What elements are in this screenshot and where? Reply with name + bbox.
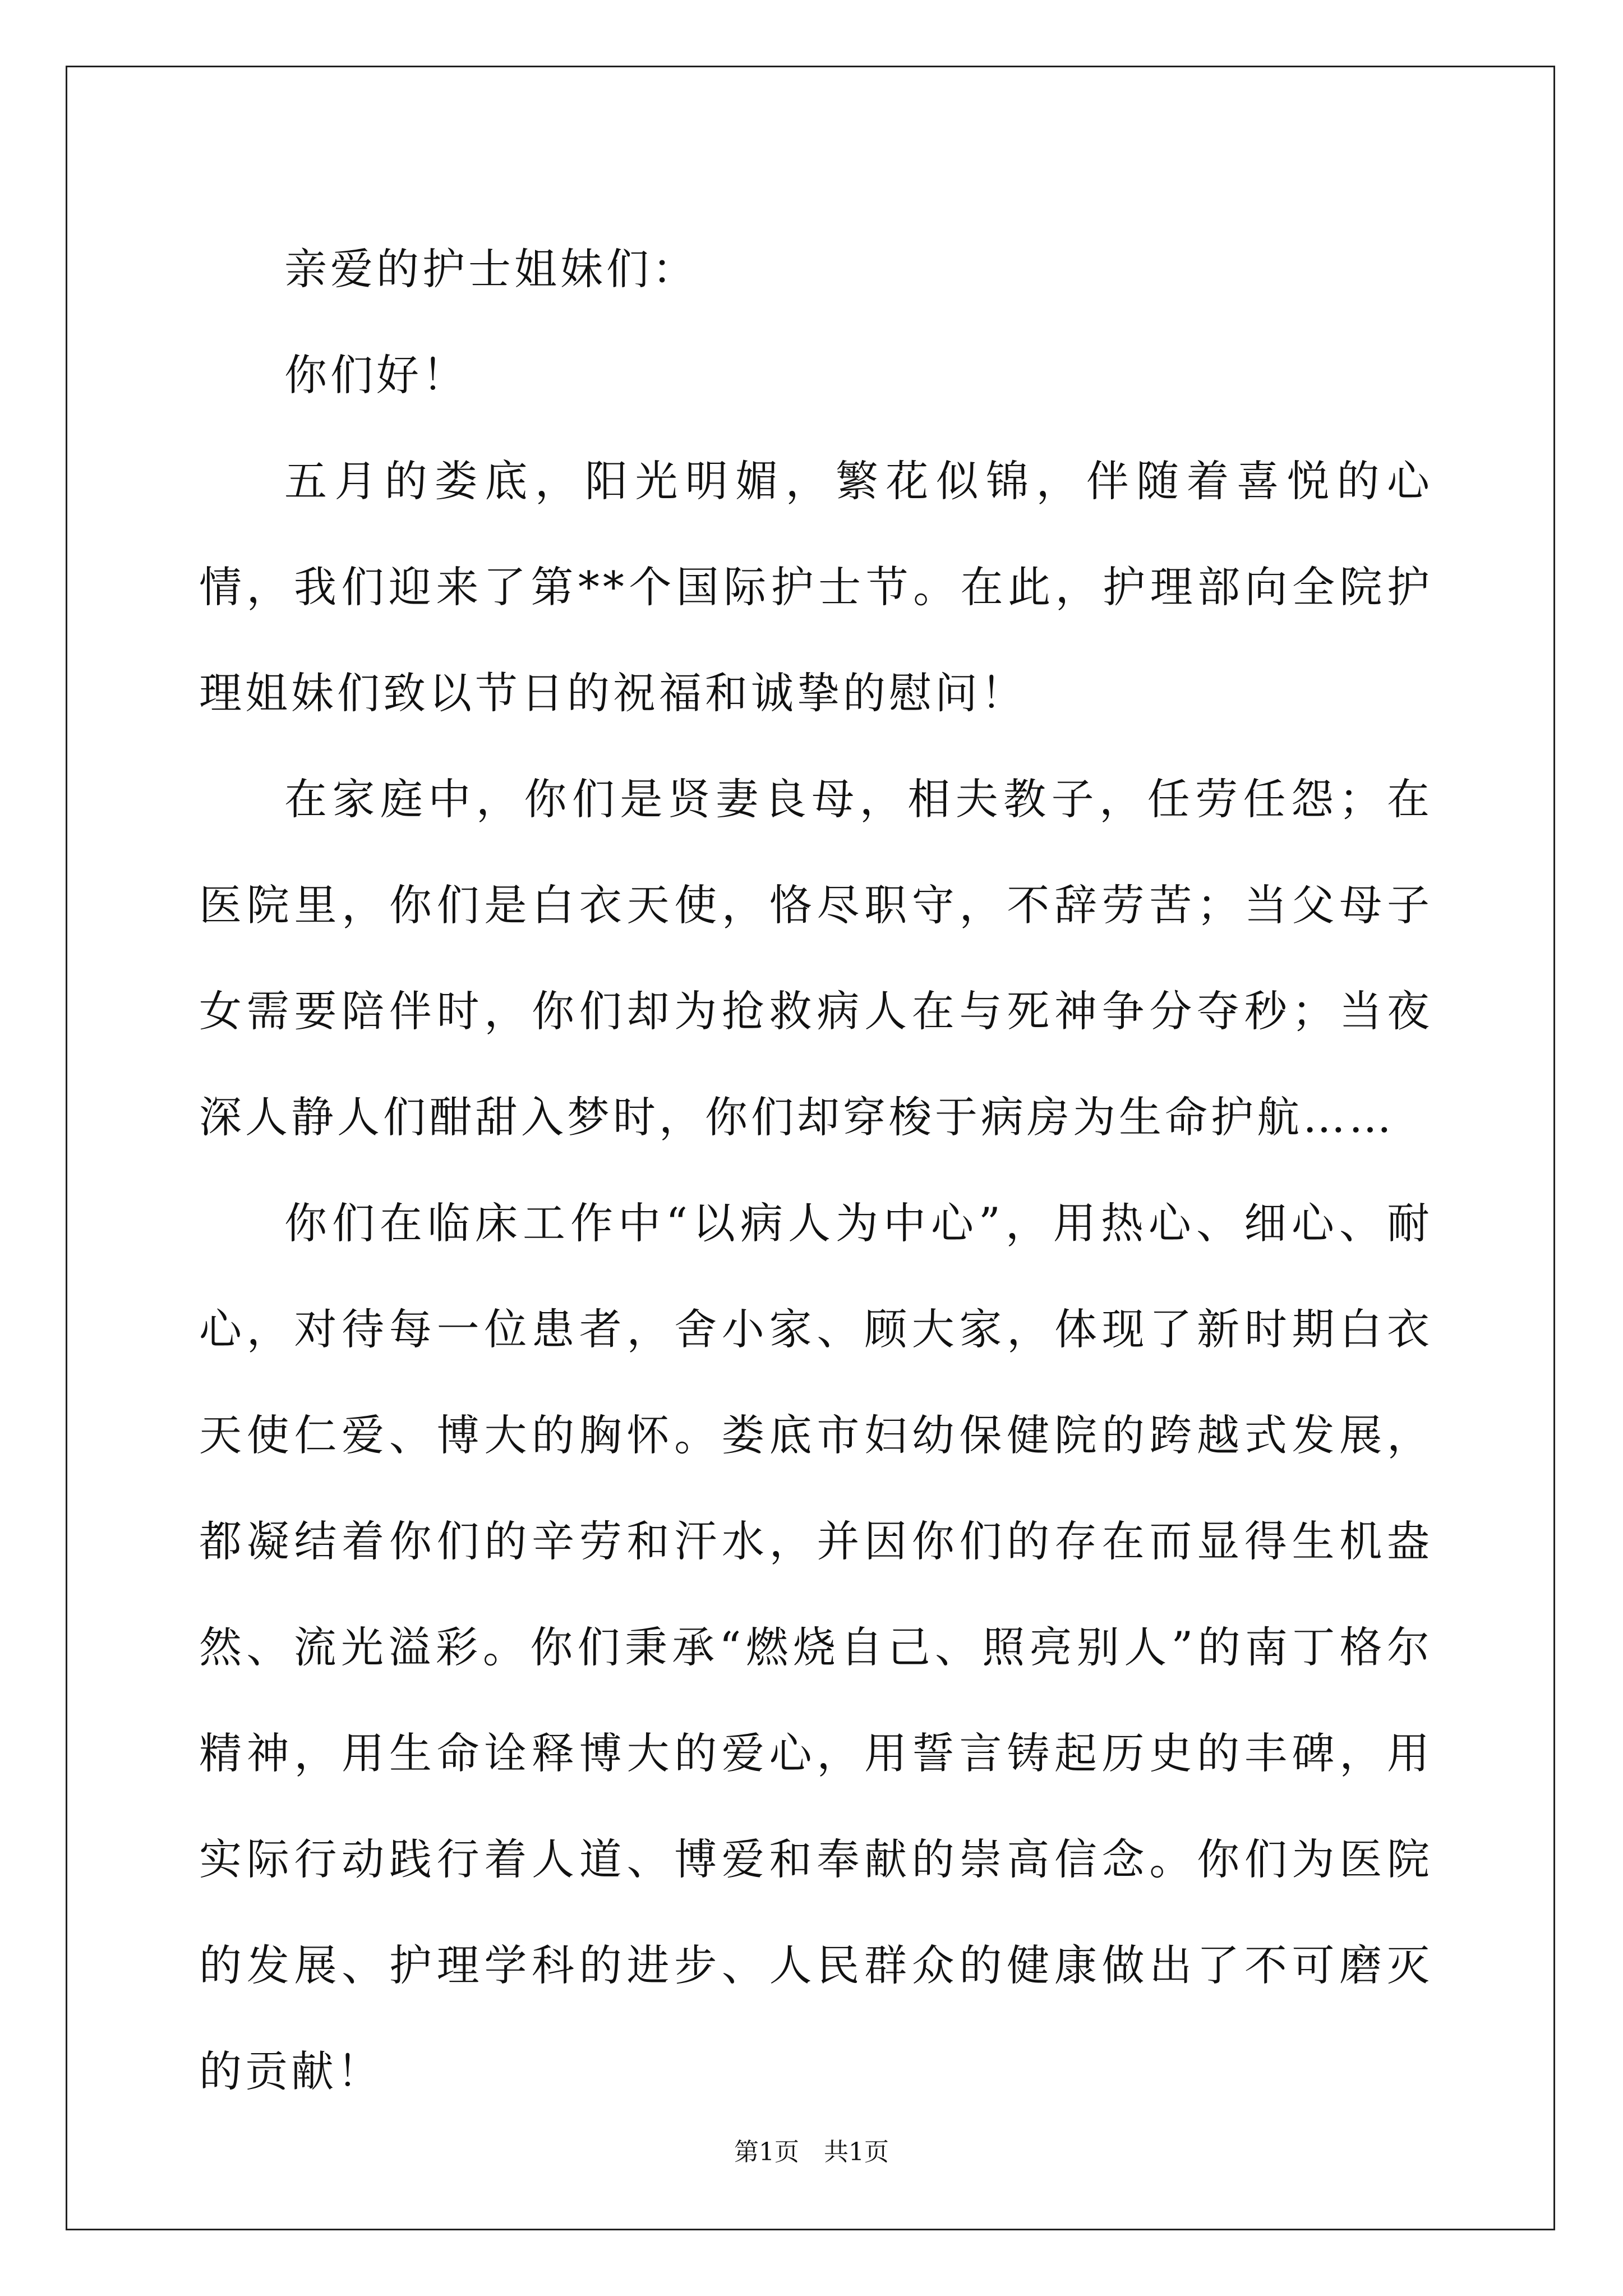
paragraph-contribution: 你们在临床工作中“以病人为中心”，用热心、细心、耐心，对待每一位患者，舍小家、顾大家，体现了新时期白衣天使仁爱、博大的胸怀。娄底市妇幼保健院的跨越式发展，都凝结着你们的辛劳和汗水，并因你们的存在而显得生机盎然、流光溢彩。你们秉承“燃烧自己、照亮别人”的南丁格尔精神，用生命诠释博大的爱心，用誓言铸起历史的丰碑，用实际行动践行着人道、博爱和奉献的崇高信念。你们为医院的发展、护理学科的进步、人民群众的健康做出了不可磨灭的贡献！ — [199, 1198, 1433, 2096]
page-number: 第1页 — [734, 2138, 799, 2166]
paragraph-intro: 五月的娄底，阳光明媚，繁花似锦，伴随着喜悦的心情，我们迎来了第**个国际护士节。在此，护理部向全院护理姐妹们致以节日的祝福和诚挚的慰问！ — [199, 456, 1433, 718]
greeting: 你们好！ — [284, 350, 468, 400]
paragraph-family-hospital: 在家庭中，你们是贤妻良母，相夫教子，任劳任怨；在医院里，你们是白衣天使，恪尽职守，不辞劳苦；当父母子女需要陪伴时，你们却为抢救病人在与死神争分夺秒；当夜深人静人们酣甜入梦时，你们却穿梭于病房为生命护航…… — [199, 774, 1433, 1142]
page-footer — [0, 2132, 1623, 2168]
letter-body — [199, 216, 1433, 2124]
page-total: 共1页 — [824, 2138, 889, 2166]
salutation: 亲爱的护士姐妹们： — [284, 244, 698, 294]
